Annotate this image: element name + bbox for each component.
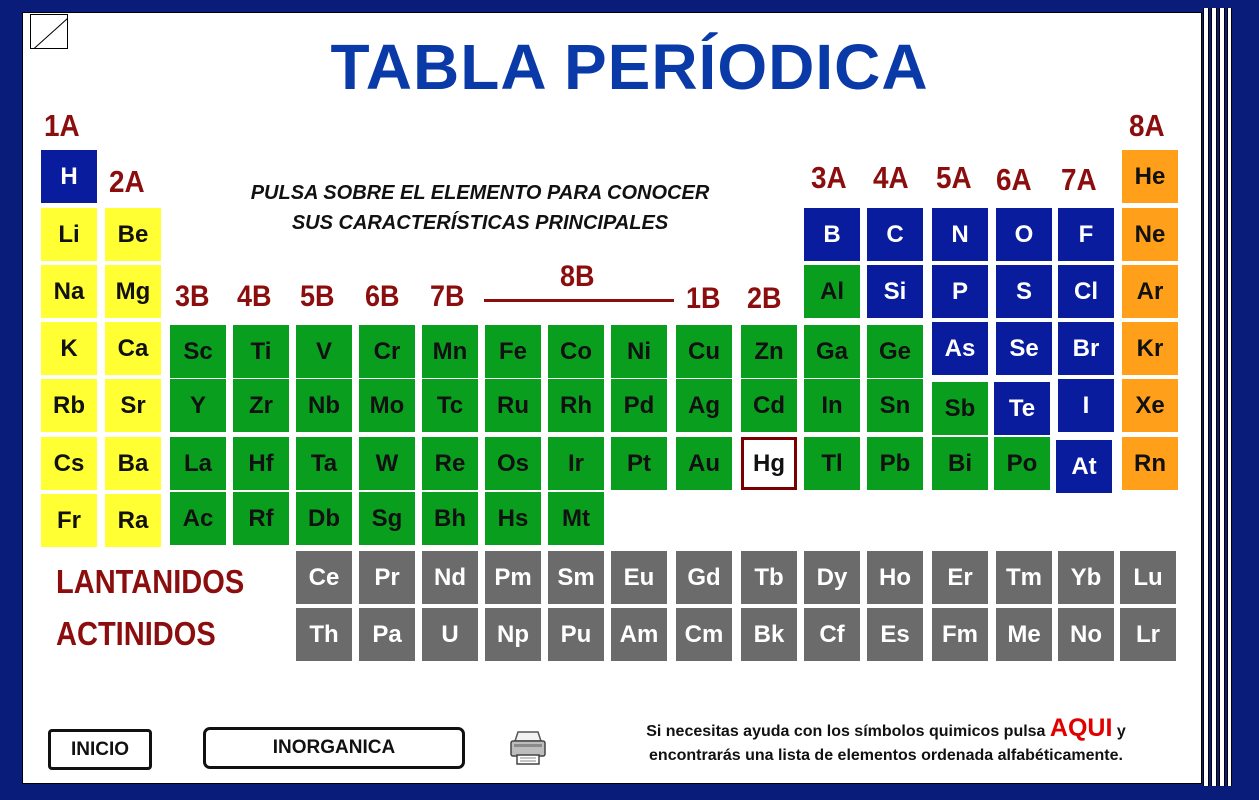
element-fe[interactable]: Fe	[485, 325, 541, 378]
element-ho[interactable]: Ho	[867, 551, 923, 604]
element-ca[interactable]: Ca	[105, 322, 161, 375]
element-nb[interactable]: Nb	[296, 379, 352, 432]
element-he[interactable]: He	[1122, 150, 1178, 203]
element-th[interactable]: Th	[296, 608, 352, 661]
element-no[interactable]: No	[1058, 608, 1114, 661]
element-fr[interactable]: Fr	[41, 494, 97, 547]
element-tb[interactable]: Tb	[741, 551, 797, 604]
element-b[interactable]: B	[804, 208, 860, 261]
element-te[interactable]: Te	[994, 382, 1050, 435]
instructions-line: SUS CARACTERÍSTICAS PRINCIPALES	[291, 212, 669, 234]
element-k[interactable]: K	[41, 322, 97, 375]
group-8b-divider	[484, 299, 674, 302]
element-c[interactable]: C	[867, 208, 923, 261]
element-cr[interactable]: Cr	[359, 325, 415, 378]
element-ga[interactable]: Ga	[804, 325, 860, 378]
element-cu[interactable]: Cu	[676, 325, 732, 378]
element-zr[interactable]: Zr	[233, 379, 289, 432]
element-ra[interactable]: Ra	[105, 494, 161, 547]
element-cl[interactable]: Cl	[1058, 265, 1114, 318]
group-label-4b: 4B	[237, 280, 272, 313]
element-lu[interactable]: Lu	[1120, 551, 1176, 604]
group-label-8a: 8A	[1129, 108, 1165, 143]
group-label-6a: 6A	[996, 162, 1032, 197]
element-sg[interactable]: Sg	[359, 492, 415, 545]
help-text-after: y	[1116, 723, 1126, 740]
element-hs[interactable]: Hs	[485, 492, 541, 545]
element-at[interactable]: At	[1056, 440, 1112, 493]
element-yb[interactable]: Yb	[1058, 551, 1114, 604]
element-mo[interactable]: Mo	[359, 379, 415, 432]
element-xe[interactable]: Xe	[1122, 379, 1178, 432]
element-mg[interactable]: Mg	[105, 265, 161, 318]
element-pu[interactable]: Pu	[548, 608, 604, 661]
element-cs[interactable]: Cs	[41, 437, 97, 490]
element-tm[interactable]: Tm	[996, 551, 1052, 604]
element-dy[interactable]: Dy	[804, 551, 860, 604]
instructions-line: PULSA SOBRE EL ELEMENTO PARA CONOCER	[250, 182, 710, 204]
group-label-3b: 3B	[175, 280, 210, 313]
element-sm[interactable]: Sm	[548, 551, 604, 604]
element-np[interactable]: Np	[485, 608, 541, 661]
element-ce[interactable]: Ce	[296, 551, 352, 604]
element-in[interactable]: In	[804, 379, 860, 432]
page-title: TABLA PERÍODICA	[330, 31, 929, 103]
element-pr[interactable]: Pr	[359, 551, 415, 604]
element-v[interactable]: V	[296, 325, 352, 378]
element-ti[interactable]: Ti	[233, 325, 289, 378]
lanthanides-label: LANTANIDOS	[56, 563, 245, 600]
element-db[interactable]: Db	[296, 492, 352, 545]
element-br[interactable]: Br	[1058, 322, 1114, 375]
element-p[interactable]: P	[932, 265, 988, 318]
element-al[interactable]: Al	[804, 265, 860, 318]
element-cd[interactable]: Cd	[741, 379, 797, 432]
group-label-5a: 5A	[936, 160, 972, 195]
element-ne[interactable]: Ne	[1122, 208, 1178, 261]
element-sb[interactable]: Sb	[932, 382, 988, 435]
element-bk[interactable]: Bk	[741, 608, 797, 661]
element-sr[interactable]: Sr	[105, 379, 161, 432]
element-w[interactable]: W	[359, 437, 415, 490]
element-hg[interactable]: Hg	[741, 437, 797, 490]
element-rb[interactable]: Rb	[41, 379, 97, 432]
element-y[interactable]: Y	[170, 379, 226, 432]
group-label-4a: 4A	[873, 160, 909, 195]
element-n[interactable]: N	[932, 208, 988, 261]
book-page-edge	[1203, 8, 1209, 786]
element-i[interactable]: I	[1058, 379, 1114, 432]
help-text	[596, 716, 1176, 768]
element-rh[interactable]: Rh	[548, 379, 604, 432]
element-eu[interactable]: Eu	[611, 551, 667, 604]
printer-icon[interactable]	[508, 729, 548, 767]
element-rn[interactable]: Rn	[1122, 437, 1178, 490]
help-line-2: encontrarás una lista de elementos ordenada alfabéticamente.	[649, 747, 1123, 764]
element-h[interactable]: H	[41, 150, 97, 203]
element-es[interactable]: Es	[867, 608, 923, 661]
element-sc[interactable]: Sc	[170, 325, 226, 378]
element-tc[interactable]: Tc	[422, 379, 478, 432]
element-me[interactable]: Me	[996, 608, 1052, 661]
element-er[interactable]: Er	[932, 551, 988, 604]
element-fm[interactable]: Fm	[932, 608, 988, 661]
help-line-1	[596, 716, 1176, 744]
group-label-5b: 5B	[300, 280, 335, 313]
group-label-1b: 1B	[686, 282, 721, 315]
element-zn[interactable]: Zn	[741, 325, 797, 378]
element-nd[interactable]: Nd	[422, 551, 478, 604]
group-label-8b: 8B	[560, 260, 595, 293]
instructions	[200, 178, 760, 238]
element-co[interactable]: Co	[548, 325, 604, 378]
element-am[interactable]: Am	[611, 608, 667, 661]
group-label-1a: 1A	[44, 108, 80, 143]
element-ac[interactable]: Ac	[170, 492, 226, 545]
element-pm[interactable]: Pm	[485, 551, 541, 604]
element-sn[interactable]: Sn	[867, 379, 923, 432]
book-page-edge	[1219, 8, 1225, 786]
book-page-edge	[1227, 8, 1232, 786]
element-tl[interactable]: Tl	[804, 437, 860, 490]
element-la[interactable]: La	[170, 437, 226, 490]
element-lr[interactable]: Lr	[1120, 608, 1176, 661]
element-pd[interactable]: Pd	[611, 379, 667, 432]
group-label-6b: 6B	[365, 280, 400, 313]
element-ta[interactable]: Ta	[296, 437, 352, 490]
inorganica-button[interactable]: INORGANICA	[203, 727, 465, 769]
actinides-label: ACTINIDOS	[56, 615, 216, 652]
help-text-before: Si necesitas ayuda con los símbolos quimicos pulsa	[646, 723, 1046, 740]
element-bh[interactable]: Bh	[422, 492, 478, 545]
element-mt[interactable]: Mt	[548, 492, 604, 545]
element-li[interactable]: Li	[41, 208, 97, 261]
element-pa[interactable]: Pa	[359, 608, 415, 661]
element-u[interactable]: U	[422, 608, 478, 661]
element-as[interactable]: As	[932, 322, 988, 375]
element-ni[interactable]: Ni	[611, 325, 667, 378]
element-ba[interactable]: Ba	[105, 437, 161, 490]
element-po[interactable]: Po	[994, 437, 1050, 490]
group-label-2b: 2B	[747, 282, 782, 315]
element-pt[interactable]: Pt	[611, 437, 667, 490]
element-cm[interactable]: Cm	[676, 608, 732, 661]
element-s[interactable]: S	[996, 265, 1052, 318]
element-f[interactable]: F	[1058, 208, 1114, 261]
element-ge[interactable]: Ge	[867, 325, 923, 378]
group-label-3a: 3A	[811, 160, 847, 195]
element-au[interactable]: Au	[676, 437, 732, 490]
element-be[interactable]: Be	[105, 208, 161, 261]
element-rf[interactable]: Rf	[233, 492, 289, 545]
element-o[interactable]: O	[996, 208, 1052, 261]
element-bi[interactable]: Bi	[932, 437, 988, 490]
element-na[interactable]: Na	[41, 265, 97, 318]
group-label-2a: 2A	[109, 164, 145, 199]
aqui-link[interactable]: AQUI	[1049, 714, 1113, 742]
element-hf[interactable]: Hf	[233, 437, 289, 490]
element-cf[interactable]: Cf	[804, 608, 860, 661]
element-si[interactable]: Si	[867, 265, 923, 318]
element-ar[interactable]: Ar	[1122, 265, 1178, 318]
element-kr[interactable]: Kr	[1122, 322, 1178, 375]
element-ir[interactable]: Ir	[548, 437, 604, 490]
element-se[interactable]: Se	[996, 322, 1052, 375]
element-mn[interactable]: Mn	[422, 325, 478, 378]
element-ag[interactable]: Ag	[676, 379, 732, 432]
group-label-7b: 7B	[430, 280, 465, 313]
element-pb[interactable]: Pb	[867, 437, 923, 490]
element-os[interactable]: Os	[485, 437, 541, 490]
element-re[interactable]: Re	[422, 437, 478, 490]
element-gd[interactable]: Gd	[676, 551, 732, 604]
element-ru[interactable]: Ru	[485, 379, 541, 432]
book-page-edge	[1211, 8, 1217, 786]
group-label-7a: 7A	[1061, 162, 1097, 197]
inicio-button[interactable]: INICIO	[48, 729, 152, 770]
